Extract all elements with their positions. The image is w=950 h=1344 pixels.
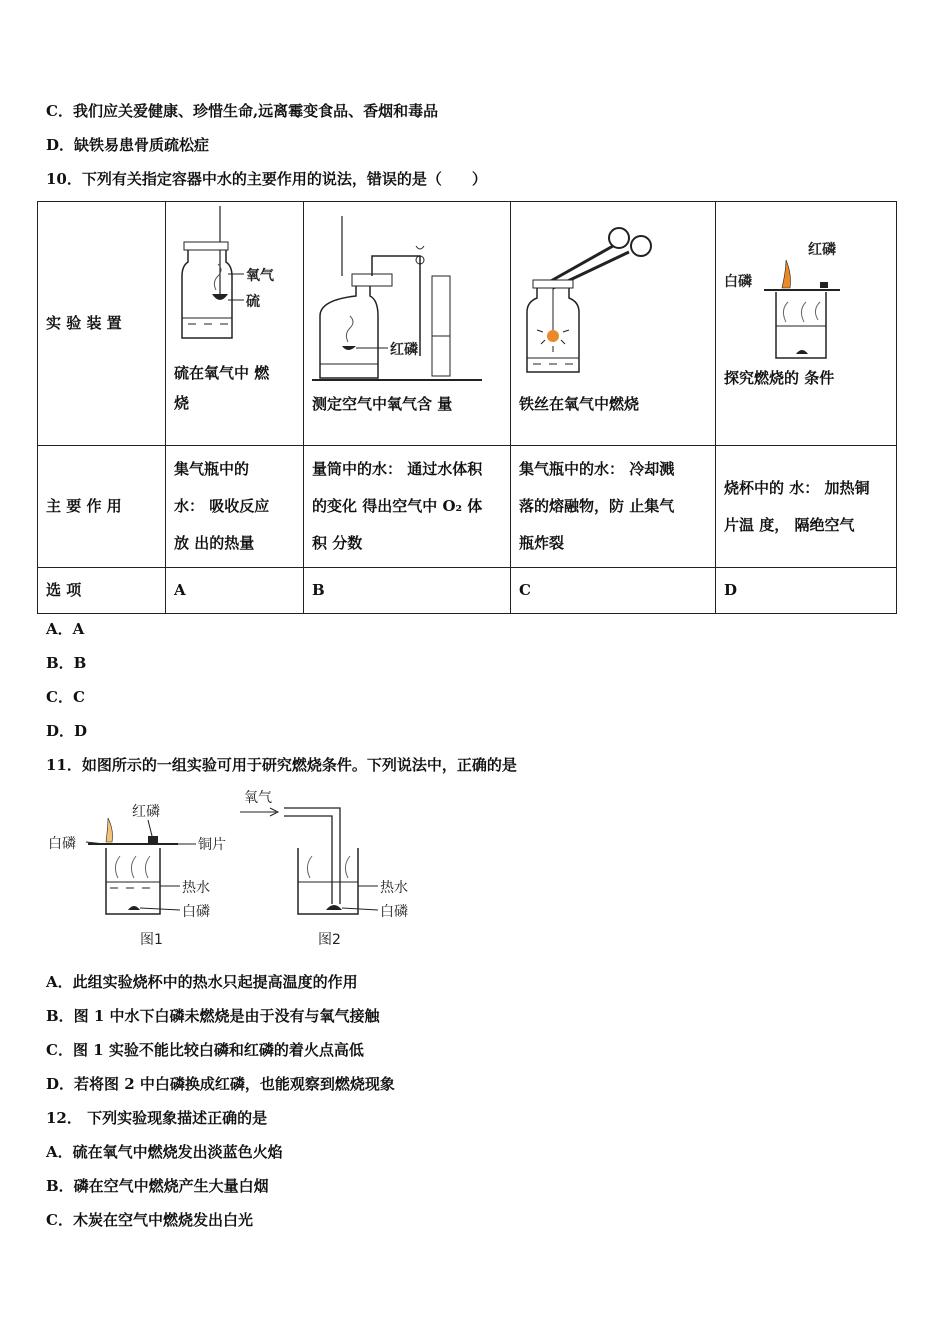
- label-red-phosphorus-b: 红磷: [390, 342, 418, 358]
- row-header-option: 选 项: [38, 568, 166, 614]
- q11-stem: 11．如图所示的一组实验可用于研究燃烧条件。下列说法中，正确的是: [46, 756, 517, 774]
- cell-apparatus-b: [304, 202, 511, 446]
- cell-option-b: B: [304, 568, 511, 614]
- caption-d: 探究燃烧的 条件: [724, 369, 835, 387]
- cell-apparatus-a: [166, 202, 304, 446]
- q10-option-c: C．C: [46, 688, 85, 706]
- cell-option-d: D: [716, 568, 897, 614]
- q12-option-a: A．硫在氧气中燃烧发出淡蓝色火焰: [46, 1143, 283, 1161]
- caption-a-line1: 硫在氧气中 燃: [174, 364, 270, 382]
- q10-option-a: A．A: [46, 620, 85, 638]
- row-header-effect: 主 要 作 用: [38, 446, 166, 568]
- fig1-label-hot-water: 热水: [182, 880, 210, 896]
- fig2-label-oxygen: 氧气: [244, 790, 272, 806]
- caption-a-line2: 烧: [174, 394, 190, 412]
- cell-apparatus-c: [511, 202, 716, 446]
- table-row-option: [38, 568, 897, 614]
- q11-option-d: D．若将图 2 中白磷换成红磷，也能观察到燃烧现象: [46, 1075, 395, 1093]
- fig1-label-white-phosphorus-bottom: 白磷: [182, 904, 210, 920]
- figure-1: [48, 803, 226, 948]
- fig1-label-red-phosphorus: 红磷: [132, 804, 160, 820]
- caption-b: 测定空气中氧气含 量: [312, 395, 453, 413]
- cell-apparatus-d: [716, 202, 897, 446]
- table-row-effect: [38, 446, 897, 568]
- label-oxygen-a: 氧气: [246, 268, 274, 284]
- combustion-conditions-figure: [724, 230, 864, 360]
- label-white-phosphorus-d: 白磷: [724, 274, 752, 290]
- q11-option-a: A．此组实验烧杯中的热水只起提高温度的作用: [46, 973, 358, 991]
- cell-effect-b: 量筒中的水： 通过水体积 的变化 得出空气中 O₂ 体 积 分数: [304, 446, 511, 568]
- cell-option-c: C: [511, 568, 716, 614]
- fig2-label-white-phosphorus: 白磷: [380, 904, 408, 920]
- cell-option-a: A: [166, 568, 304, 614]
- row-header-apparatus: 实 验 装 置: [38, 202, 166, 446]
- fig1-label-white-phosphorus-top: 白磷: [48, 836, 76, 852]
- cell-effect-a: 集气瓶中的 水： 吸收反应 放 出的热量: [166, 446, 304, 568]
- q10-option-d: D．D: [46, 722, 88, 740]
- table-row-apparatus: [38, 202, 897, 446]
- q9-option-c: C．我们应关爱健康、珍惜生命,远离霉变食品、香烟和毒品: [46, 102, 439, 120]
- q12-option-b: B．磷在空气中燃烧产生大量白烟: [46, 1177, 269, 1195]
- q11-option-b: B．图 1 中水下白磷未燃烧是由于没有与氧气接触: [46, 1007, 380, 1025]
- q11-figures: [44, 786, 424, 950]
- q12-stem: 12． 下列实验现象描述正确的是: [46, 1109, 268, 1127]
- label-red-phosphorus-d: 红磷: [808, 242, 836, 258]
- q12-option-c: C．木炭在空气中燃烧发出白光: [46, 1211, 253, 1229]
- q10-option-b: B．B: [46, 654, 87, 672]
- experiment-table: [37, 201, 897, 614]
- cell-effect-c: 集气瓶中的水： 冷却溅 落的熔融物，防 止集气 瓶炸裂: [511, 446, 716, 568]
- caption-c: 铁丝在氧气中燃烧: [519, 395, 640, 413]
- q9-option-d: D．缺铁易患骨质疏松症: [46, 136, 210, 154]
- iron-wire-figure: [519, 216, 689, 386]
- label-sulfur: 硫: [246, 294, 260, 310]
- oxygen-content-figure: [312, 216, 502, 386]
- cell-effect-d: 烧杯中的 水： 加热铜 片温 度， 隔绝空气: [716, 446, 897, 568]
- fig2-label-hot-water: 热水: [380, 880, 408, 896]
- fig1-label-copper: 铜片: [198, 837, 226, 853]
- sulfur-jar-figure: [174, 206, 294, 356]
- fig1-caption: 图1: [140, 932, 163, 948]
- figure-2: [240, 790, 408, 948]
- q10-stem: 10．下列有关指定容器中水的主要作用的说法，错误的是（ ）: [46, 170, 487, 188]
- fig2-caption: 图2: [318, 932, 341, 948]
- q11-option-c: C．图 1 实验不能比较白磷和红磷的着火点高低: [46, 1041, 364, 1059]
